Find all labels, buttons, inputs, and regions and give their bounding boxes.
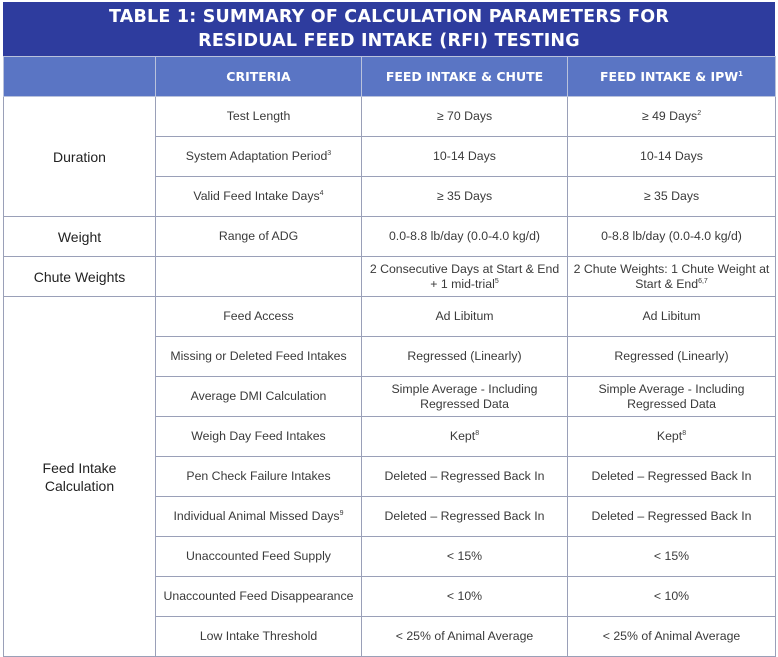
chute-cell [362,377,568,417]
criteria-cell-text: Unaccounted Feed Disappearance [163,589,354,603]
category-cell [4,257,156,297]
ipw-cell [568,377,776,417]
ipw-cell [568,537,776,577]
chute-cell-text: < 25% of Animal Average [395,629,534,643]
category-cell-text: Weight [57,228,102,245]
ipw-cell [568,497,776,537]
criteria-cell-text: Low Intake Threshold [199,629,318,643]
table-row [4,257,776,297]
criteria-cell [156,97,362,137]
chute-cell-text: 10-14 Days [433,149,496,163]
criteria-cell [156,577,362,617]
ipw-cell-text: Kept [656,429,683,443]
chute-cell-text: < 15% [446,549,483,563]
chute-cell-text: ≥ 70 Days [436,109,493,123]
ipw-cell-footnote: 2 [697,109,702,117]
criteria-cell-text: Individual Animal Missed Days [173,509,340,523]
ipw-cell-text: Deleted – Regressed Back In [591,469,752,483]
chute-cell [362,497,568,537]
criteria-cell [156,177,362,217]
category-cell [4,217,156,257]
ipw-cell [568,257,776,297]
criteria-cell-text: Weigh Day Feed Intakes [191,429,326,443]
chute-cell [362,217,568,257]
ipw-cell-footnote: 6,7 [698,277,708,285]
criteria-cell-text: Test Length [226,109,291,123]
ipw-cell [568,617,776,657]
criteria-cell [156,337,362,377]
chute-cell-text: Regressed (Linearly) [407,349,522,363]
ipw-cell-text: < 10% [653,589,690,603]
category-cell [4,297,156,657]
ipw-cell [568,177,776,217]
criteria-cell-text: System Adaptation Period [185,149,328,163]
criteria-cell [156,137,362,177]
chute-cell [362,617,568,657]
criteria-cell [156,297,362,337]
ipw-cell-footnote: 8 [682,429,687,437]
ipw-cell [568,137,776,177]
header-ipw-footnote: 1 [738,69,743,78]
criteria-cell-text: Missing or Deleted Feed Intakes [170,349,347,363]
chute-cell [362,337,568,377]
ipw-cell-text: 10-14 Days [640,149,703,163]
chute-cell-text: Deleted – Regressed Back In [384,509,545,523]
chute-cell-text: 2 Consecutive Days at Start & End + 1 mid-trial [369,261,560,291]
criteria-cell [156,217,362,257]
chute-cell-text: Kept [449,429,476,443]
ipw-cell-text: < 25% of Animal Average [602,629,741,643]
ipw-cell [568,457,776,497]
criteria-cell-text: Unaccounted Feed Supply [186,549,331,563]
header-ipw [568,57,776,97]
chute-cell [362,297,568,337]
table-row [4,97,776,137]
header-criteria: CRITERIA [156,57,362,97]
chute-cell-text: Simple Average - Including Regressed Data [391,381,538,411]
chute-cell-text: ≥ 35 Days [436,189,493,203]
category-cell [4,97,156,217]
ipw-cell-text: < 15% [653,549,690,563]
criteria-cell [156,537,362,577]
chute-cell [362,417,568,457]
category-cell-text: Chute Weights [33,268,126,285]
category-cell-text: Feed Intake Calculation [42,459,117,494]
header-chute: FEED INTAKE & CHUTE [362,57,568,97]
criteria-cell [156,257,362,297]
ipw-cell [568,97,776,137]
chute-cell-footnote: 5 [494,277,499,285]
criteria-cell-text: Range of ADG [218,229,299,243]
criteria-cell [156,617,362,657]
criteria-cell-footnote: 3 [327,149,332,157]
criteria-cell-text: Feed Access [223,309,294,323]
criteria-cell-footnote: 9 [339,509,344,517]
chute-cell [362,577,568,617]
criteria-cell [156,417,362,457]
criteria-cell [156,377,362,417]
category-cell-text: Duration [53,148,106,165]
table-title [3,2,775,56]
chute-cell [362,457,568,497]
chute-cell-text: Deleted – Regressed Back In [384,469,545,483]
ipw-cell-text: Simple Average - Including Regressed Data [598,381,745,411]
ipw-cell-text: ≥ 49 Days [641,109,698,123]
criteria-cell-text: Average DMI Calculation [190,389,327,403]
chute-cell-text: Ad Libitum [435,309,494,323]
chute-cell [362,257,568,297]
ipw-cell-text: Deleted – Regressed Back In [591,509,752,523]
title-line-2: RESIDUAL FEED INTAKE (RFI) TESTING [198,31,580,51]
chute-cell [362,177,568,217]
ipw-cell [568,417,776,457]
chute-cell-footnote: 8 [475,429,480,437]
table-body [4,97,776,657]
chute-cell [362,97,568,137]
ipw-cell-text: Regressed (Linearly) [614,349,729,363]
ipw-cell-text: Ad Libitum [642,309,701,323]
criteria-cell [156,457,362,497]
ipw-cell [568,337,776,377]
ipw-cell-text: 2 Chute Weights: 1 Chute Weight at Start & End [573,261,770,291]
criteria-cell-text: Pen Check Failure Intakes [186,469,331,483]
ipw-cell [568,297,776,337]
chute-cell-text: 0.0-8.8 lb/day (0.0-4.0 kg/d) [388,229,541,243]
ipw-cell [568,577,776,617]
criteria-cell-footnote: 4 [319,189,324,197]
ipw-cell-text: 0-8.8 lb/day (0.0-4.0 kg/d) [601,229,742,243]
criteria-cell [156,497,362,537]
chute-cell-text: < 10% [446,589,483,603]
header-row [4,57,776,97]
chute-cell [362,537,568,577]
ipw-cell-text: ≥ 35 Days [643,189,700,203]
table-row [4,297,776,337]
table-row [4,217,776,257]
chute-cell [362,137,568,177]
header-ipw-label: FEED INTAKE & IPW [600,69,739,84]
ipw-cell [568,217,776,257]
header-blank [4,57,156,97]
criteria-cell-text: Valid Feed Intake Days [193,189,320,203]
parameters-table [3,56,776,657]
title-line-1: TABLE 1: SUMMARY OF CALCULATION PARAMETERS FOR [108,7,670,27]
